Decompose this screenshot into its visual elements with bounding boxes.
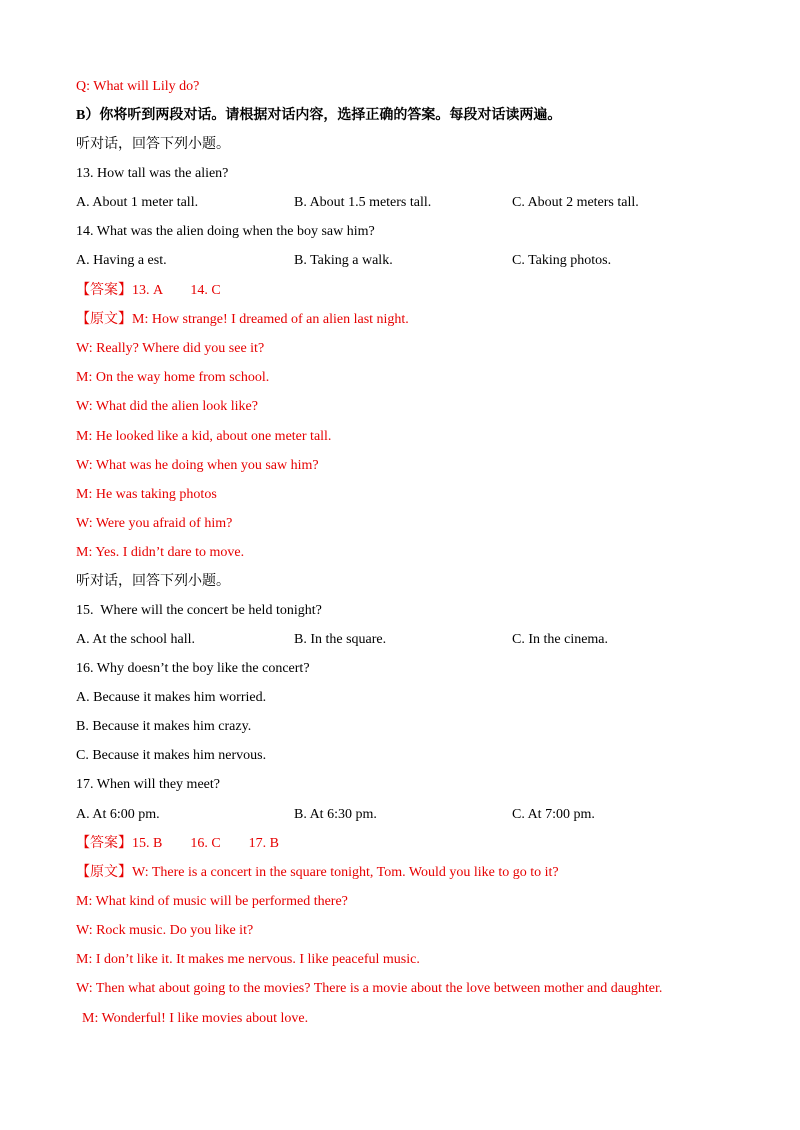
transcript-1-line-6: W: What was he doing when you saw him? [76,458,319,473]
q14-option-b: B. Taking a walk. [294,253,393,268]
q14-option-c: C. Taking photos. [512,253,612,268]
answer-key-2: 【答案】15. B 16. C 17. B [76,836,280,851]
transcript-1-line-9: M: Yes. I didn’t dare to move. [76,545,245,560]
question-lily: Q: What will Lily do? [76,79,200,94]
transcript-1-line-2: W: Really? Where did you see it? [76,341,265,356]
q13-option-b: B. About 1.5 meters tall. [294,195,432,210]
question-16: 16. Why doesn’t the boy like the concert? [76,661,310,676]
question-13: 13. How tall was the alien? [76,166,229,181]
transcript-1-line-5: M: He looked like a kid, about one meter tall. [76,429,332,444]
q16-option-a: A. Because it makes him worried. [76,690,267,705]
q15-option-b: B. In the square. [294,632,387,647]
q15-option-a: A. At the school hall. [76,632,195,647]
listen-instruction-2: 听对话，回答下列小题。 [76,574,230,589]
q14-option-a: A. Having a est. [76,253,167,268]
listen-instruction-1: 听对话，回答下列小题。 [76,137,230,152]
question-17: 17. When will they meet? [76,777,220,792]
transcript-2-line-4: M: I don’t like it. It makes me nervous. I like peaceful music. [76,952,420,967]
q17-option-c: C. At 7:00 pm. [512,807,595,822]
transcript-1-line-4: W: What did the alien look like? [76,399,258,414]
question-15: 15. Where will the concert be held tonight? [76,603,322,618]
q13-option-a: A. About 1 meter tall. [76,195,199,210]
q17-option-b: B. At 6:30 pm. [294,807,377,822]
q13-option-c: C. About 2 meters tall. [512,195,639,210]
q17-option-a: A. At 6:00 pm. [76,807,160,822]
transcript-1-line-3: M: On the way home from school. [76,370,270,385]
q16-option-b: B. Because it makes him crazy. [76,719,252,734]
transcript-2-line-5: W: Then what about going to the movies? There is a movie about the love between mother and daughter. [76,981,663,996]
question-14: 14. What was the alien doing when the boy saw him? [76,224,375,239]
section-b-instruction: B）你将听到两段对话。请根据对话内容，选择正确的答案。每段对话读两遍。 [76,108,562,123]
transcript-1-line-7: M: He was taking photos [76,487,217,502]
transcript-2-line-6: M: Wonderful! I like movies about love. [82,1011,309,1026]
transcript-1-line-1: 【原文】M: How strange! I dreamed of an alien last night. [76,312,409,327]
answer-key-1: 【答案】13. A 14. C [76,283,221,298]
q15-option-c: C. In the cinema. [512,632,609,647]
q16-option-c: C. Because it makes him nervous. [76,748,267,763]
transcript-2-line-2: M: What kind of music will be performed there? [76,894,348,909]
transcript-2-line-3: W: Rock music. Do you like it? [76,923,254,938]
transcript-2-line-1: 【原文】W: There is a concert in the square tonight, Tom. Would you like to go to it? [76,865,559,880]
transcript-1-line-8: W: Were you afraid of him? [76,516,233,531]
